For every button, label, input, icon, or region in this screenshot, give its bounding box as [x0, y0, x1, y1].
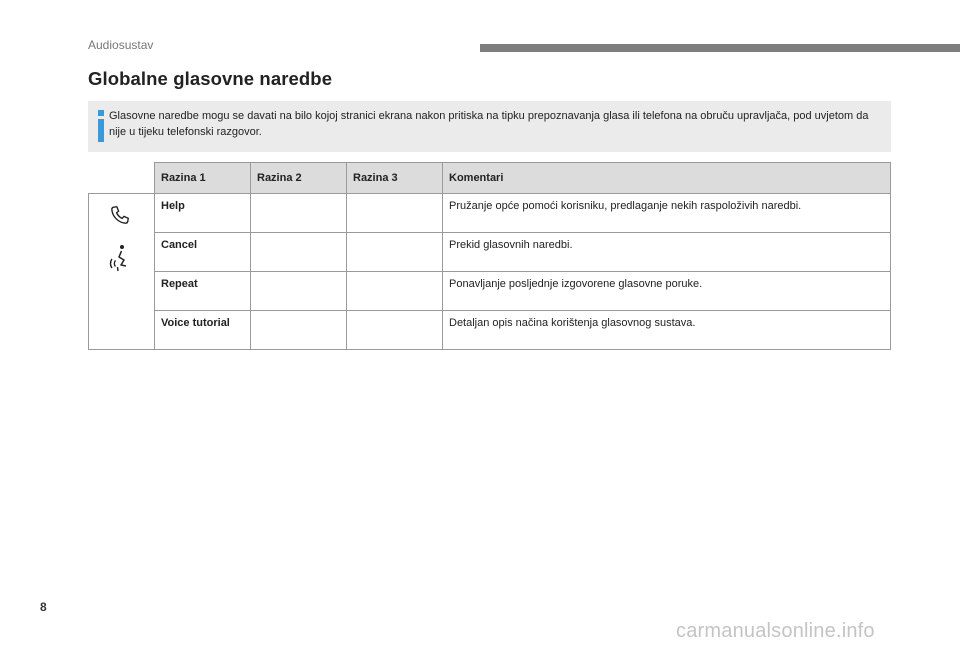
cell-level2 [251, 311, 347, 350]
table-header-level3: Razina 3 [347, 163, 443, 194]
cell-comment: Prekid glasovnih naredbi. [443, 233, 891, 272]
table-header-level1: Razina 1 [155, 163, 251, 194]
cell-level1: Voice tutorial [155, 311, 251, 350]
table-row [89, 233, 891, 272]
cell-level2 [251, 233, 347, 272]
cell-level3 [347, 311, 443, 350]
page-number: 8 [40, 600, 47, 614]
commands-table [88, 162, 891, 350]
voice-recognition-icon [108, 244, 132, 272]
page-title: Globalne glasovne naredbe [88, 68, 333, 89]
header-bar [480, 44, 960, 52]
cell-comment: Ponavljanje posljednje izgovorene glasovne poruke. [443, 272, 891, 311]
cell-level2 [251, 272, 347, 311]
section-name: Audiosustav [88, 38, 154, 52]
table-header-level2: Razina 2 [251, 163, 347, 194]
icons-cell [89, 194, 155, 350]
cell-level1: Help [155, 194, 251, 233]
cell-level2 [251, 194, 347, 233]
table-header-blank [89, 163, 155, 194]
info-text: Glasovne naredbe mogu se davati na bilo kojoj stranici ekrana nakon pritiska na tipku prepoznavanja glasa ili telefona na obruču upravljača, pod uvjetom da nije u tijeku telefonski razgovor. [109, 110, 869, 138]
table-header-row [89, 163, 891, 194]
table-header-comment: Komentari [443, 163, 891, 194]
table-row [89, 194, 891, 233]
cell-comment: Detaljan opis načina korištenja glasovnog sustava. [443, 311, 891, 350]
info-box [88, 101, 891, 152]
cell-level3 [347, 233, 443, 272]
phone-icon [109, 204, 131, 226]
table-row [89, 272, 891, 311]
info-icon [96, 110, 106, 142]
cell-level1: Cancel [155, 233, 251, 272]
watermark: carmanualsonline.info [676, 620, 875, 642]
cell-level3 [347, 194, 443, 233]
cell-level3 [347, 272, 443, 311]
table-row [89, 311, 891, 350]
cell-comment: Pružanje opće pomoći korisniku, predlaganje nekih raspoloživih naredbi. [443, 194, 891, 233]
cell-level1: Repeat [155, 272, 251, 311]
